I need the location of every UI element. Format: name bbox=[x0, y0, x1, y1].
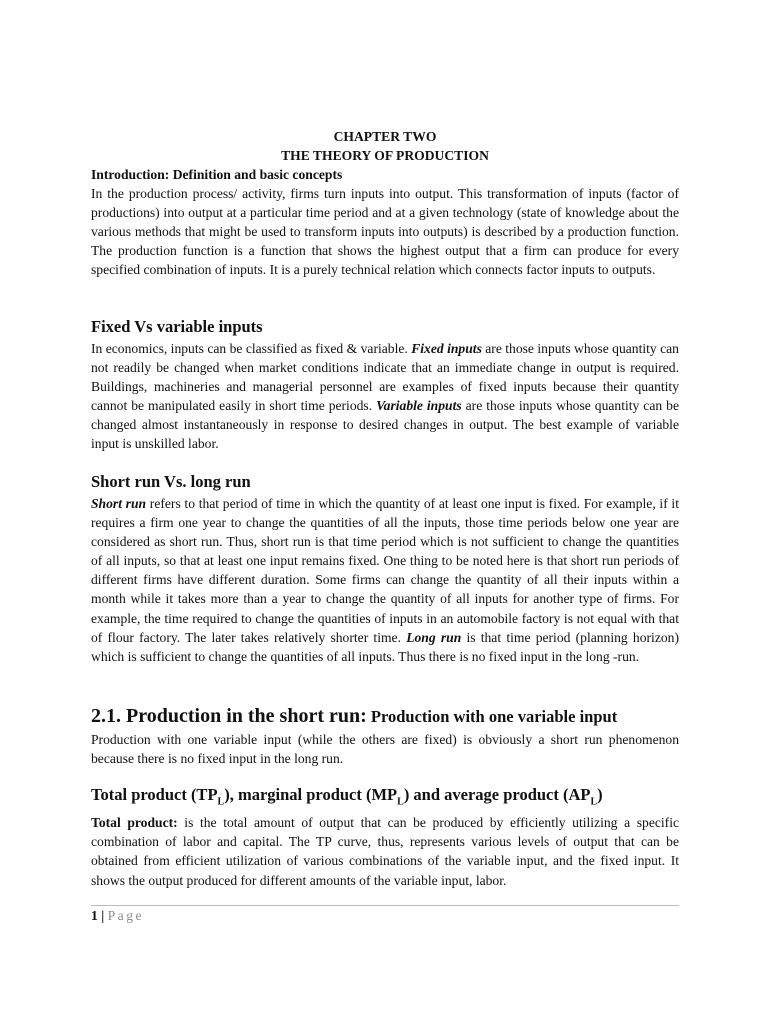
section-2-1-paragraph: Production with one variable input (while the others are fixed) is obviously a short run phenomenon because there is no fixed input in the long run. bbox=[91, 732, 679, 767]
term-variable-inputs: Variable inputs bbox=[376, 398, 462, 414]
intro-paragraph: In the production process/ activity, firms turn inputs into output. This transformation of inputs (factor of productions) into output at a particular time period and at a given technology (state of knowledge about the various methods that might be used to transform inputs into outputs) is described by a production function. The production function is a function that shows the highest output that a firm can produce for every specified combination of inputs. It is a purely technical relation which connects factor inputs to outputs. bbox=[91, 186, 679, 278]
intro-section bbox=[91, 165, 679, 280]
short-long-run-paragraph: Short run refers to that period of time in which the quantity of at least one input is fixed. For example, if it requires a firm one year to change the quantities of all the inputs, those time periods below one year are considered as short run. Thus, short run is that time period which is not sufficient to change the quantities of all inputs, so that at least one input remains fixed. One thing to be noted here is that short run periods of different firms have different duration. Some firms can change the quantity of all their inputs within a month while it takes more than a year to change the quantity of all inputs for another type of firms. For example, the time required to change the quantities of inputs in an automobile factory is not equal with that of flour factory. The later takes relatively shorter time. Long run is that time period (planning horizon) which is sufficient to change the quantities of all inputs. Thus there is no fixed input in the long -run. bbox=[91, 496, 679, 664]
chapter-title: THE THEORY OF PRODUCTION bbox=[281, 148, 489, 163]
fixed-variable-heading: Fixed Vs variable inputs bbox=[91, 317, 263, 336]
short-long-run-heading: Short run Vs. long run bbox=[91, 472, 251, 491]
intro-heading: Introduction: Definition and basic concepts bbox=[91, 167, 343, 182]
chapter-header bbox=[91, 127, 679, 165]
total-product-section bbox=[91, 784, 679, 890]
section-2-1-heading: 2.1. Production in the short run: Production with one variable input bbox=[91, 705, 618, 727]
footer-divider bbox=[91, 905, 679, 906]
term-long-run: Long run bbox=[406, 629, 462, 645]
page-footer: 1 | Page bbox=[91, 908, 145, 923]
fixed-variable-paragraph: In economics, inputs can be classified as fixed & variable. Fixed inputs are those inputs whose quantity can not readily be changed when market conditions indicate that an immediate change in output is required. Buildings, machineries and managerial personnel are examples of fixed inputs because their quantity cannot be manipulated easily in short time periods. Variable inputs are those inputs whose quantity can be changed almost instantaneously in response to desired changes in output. The best example of variable input is unskilled labor. bbox=[91, 341, 679, 452]
page-number: 1 bbox=[91, 908, 98, 923]
term-fixed-inputs: Fixed inputs bbox=[411, 341, 482, 356]
chapter-number: CHAPTER TWO bbox=[333, 129, 437, 144]
section-2-1 bbox=[91, 698, 679, 768]
fixed-variable-section bbox=[91, 316, 679, 454]
page-word: Page bbox=[107, 908, 145, 923]
term-short-run: Short run bbox=[91, 496, 147, 511]
total-product-paragraph: Total product: is the total amount of output that can be produced by efficiently utilizing a specific combination of labor and capital. The TP curve, thus, represents various levels of output that can be obtained from efficient utilization of various combinations of the variable input, and the fixed input. It shows the output produced for different amounts of the variable input, labor. bbox=[91, 815, 680, 888]
short-long-run-section bbox=[91, 471, 679, 666]
total-product-heading: Total product $(TP_L)$, marginal product $(MP_L)$ and average product $(AP_L)$ bbox=[91, 785, 603, 808]
term-total-product: Total product: bbox=[91, 815, 178, 831]
